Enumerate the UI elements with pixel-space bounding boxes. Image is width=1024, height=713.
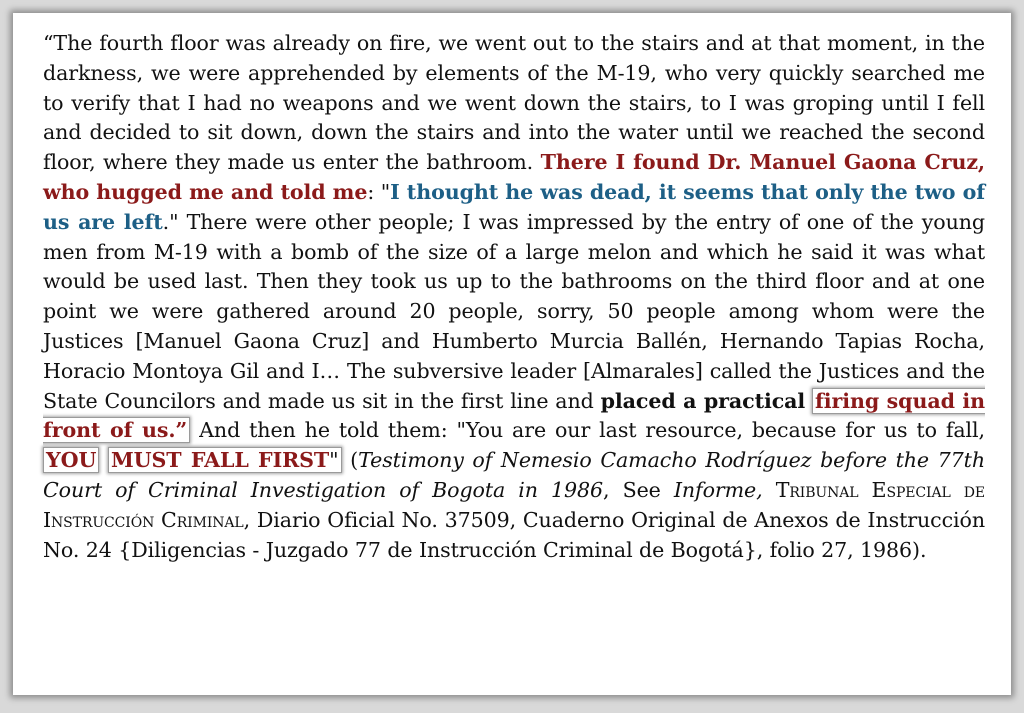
- quote-text-middle: ." There were other people; I was impressed by the entry of one of the young men from M-19 with a bomb of the size of a large melon and which he said it was what would be used last. Then they took us up to the bathrooms on the third floor and at one point we were gathered around 20 people, sorry, 50 people among whom were the Justices [Manuel Gaona Cruz] and Humberto Murcia Ballén, Hernando Tapias Rocha, Horacio Montoya Gil and I… The subversive leader [Almarales] called the Justices and the State Councilors and made us sit in the first line and: [43, 209, 985, 413]
- citation-tribunal: Tribunal Especial de Instrucción Criminal: [43, 477, 985, 532]
- citation-informe: Informe,: [673, 477, 763, 502]
- boxed-you: YOU: [43, 447, 99, 473]
- boxed-firing-squad: firing squad in front of us.”: [43, 388, 985, 443]
- citation-open: (: [341, 448, 359, 473]
- quote-text-then: And then he told them: "You are our last resource, because for us to fall,: [190, 418, 985, 443]
- citation-testimony: Testimony of Nemesio Camacho Rodríguez before the 77th Court of Criminal Investigation of Bogota in 1986: [43, 448, 985, 502]
- testimony-quote: [43, 29, 985, 565]
- boxed-must-fall-first: [108, 447, 342, 473]
- must-fall-first-text: MUST FALL FIRST: [110, 448, 330, 473]
- highlight-thought-dead: I thought he was dead, it seems that only the two of us are left: [43, 179, 985, 234]
- citation-rest: , Diario Oficial No. 37509, Cuaderno Original de Anexos de Instrucción No. 24 {Diligencias - Juzgado 77 de Instrucción Criminal de Bogotá}, folio 27, 1986).: [43, 507, 985, 562]
- bold-placed-practical: placed a practical: [600, 388, 806, 413]
- document-page: [13, 13, 1011, 695]
- highlight-found-gaona: There I found Dr. Manuel Gaona Cruz, who hugged me and told me: [43, 150, 985, 204]
- quote-colon: : ": [367, 179, 391, 204]
- quote-text-opening: “The fourth floor was already on fire, we went out to the stairs and at that moment, in the darkness, we were apprehended by elements of the M-19, who very quickly searched me to verify that I had no weapons and we went down the stairs, to I was groping until I fell and decided to sit down, down the stairs and into the water until we reached the second floor, where they made us enter the bathroom.: [43, 31, 985, 175]
- citation-space: [763, 478, 776, 502]
- citation-see: , See: [603, 477, 674, 502]
- must-fall-first-quote: ": [329, 448, 339, 473]
